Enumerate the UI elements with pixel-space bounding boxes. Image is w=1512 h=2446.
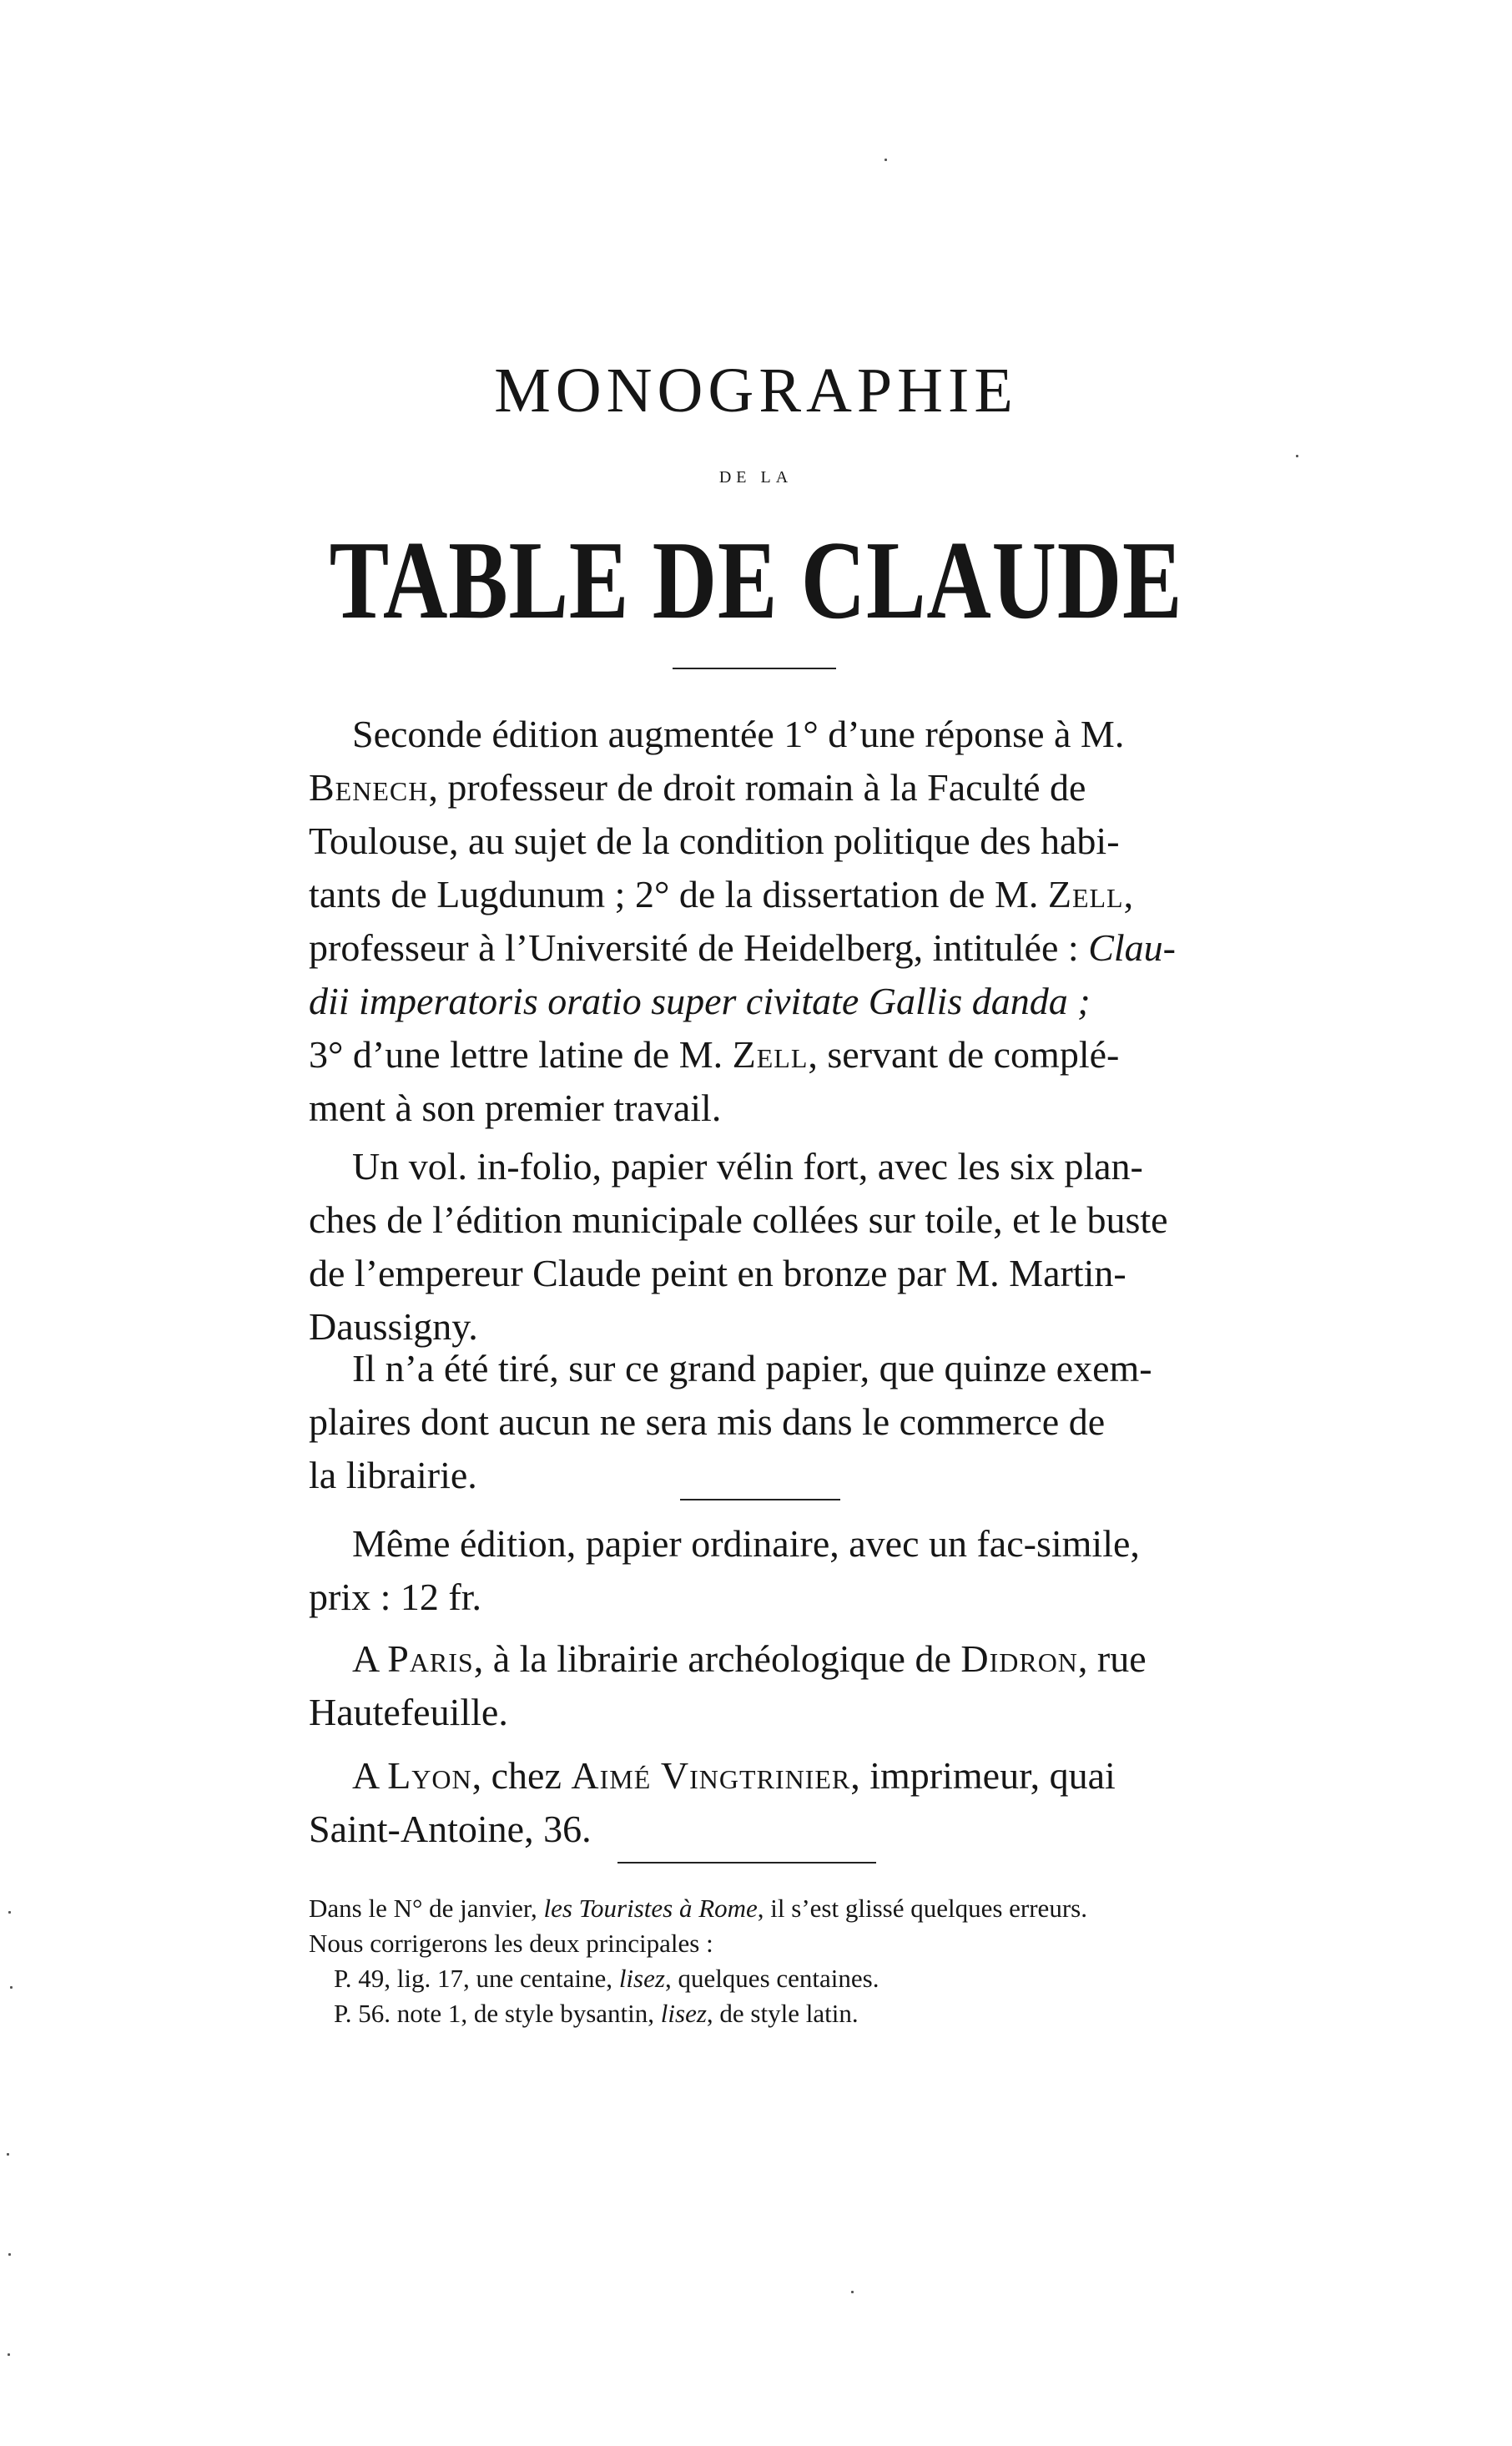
- speck: [851, 2291, 854, 2293]
- text-line: Même édition, papier ordinaire, avec un fac-simile,: [352, 1522, 1140, 1565]
- city-name: Paris: [387, 1637, 474, 1680]
- divider-rule: [617, 1862, 876, 1863]
- text-line: [309, 814, 1208, 868]
- text-segment: professeur à l’Université de Heidelberg, intitulée :: [309, 926, 1089, 969]
- text-segment: , servant de complé-: [808, 1033, 1120, 1076]
- title-monographie: MONOGRAPHIE: [494, 356, 1018, 426]
- text-segment: , professeur de droit romain à la Faculté de: [428, 766, 1086, 809]
- text-segment: , de style latin.: [706, 1999, 859, 2028]
- text-line: [309, 708, 1208, 761]
- text-line: [309, 1082, 1208, 1135]
- text-line: de l’empereur Claude peint en bronze par M. Martin-: [309, 1252, 1126, 1294]
- italic-word: lisez: [618, 1964, 665, 1993]
- text-line: Daussigny.: [309, 1305, 478, 1348]
- text-line: la librairie.: [309, 1454, 477, 1496]
- speck: [7, 2153, 9, 2156]
- publisher-name: Didron: [960, 1637, 1078, 1680]
- text-line: [309, 1891, 1208, 1926]
- meme-edition-paragraph: [309, 1517, 1208, 1624]
- text-line: [309, 1749, 1208, 1803]
- text-segment: P. 49, lig. 17, une centaine,: [334, 1964, 619, 1993]
- errata-footnote: [309, 1891, 1208, 2031]
- text-line: [309, 1028, 1208, 1082]
- text-line: Un vol. in-folio, papier vélin fort, avec les six plan-: [352, 1145, 1143, 1188]
- speck: [8, 1911, 11, 1914]
- author-name: Zell: [732, 1033, 809, 1076]
- text-line: Hautefeuille.: [309, 1691, 508, 1733]
- text-line: [309, 1961, 1208, 1996]
- text-line: Nous corrigerons les deux principales :: [309, 1929, 713, 1958]
- text-segment: P. 56. note 1, de style bysantin,: [334, 1999, 661, 2028]
- divider-rule: [680, 1499, 840, 1500]
- italic-title: les Touristes à Rome: [543, 1894, 758, 1923]
- volume-paragraph: [309, 1140, 1208, 1354]
- text-segment: 3° d’une lettre latine de M.: [309, 1033, 733, 1076]
- speck: [8, 2253, 11, 2256]
- text-segment: ,: [1123, 873, 1134, 915]
- city-name: Lyon: [387, 1754, 472, 1797]
- text-segment: Seconde édition augmentée 1° d’une réponse à M.: [352, 713, 1125, 755]
- printer-name: Aimé Vingtrinier: [571, 1754, 851, 1797]
- title-de-la: DE LA: [718, 468, 794, 487]
- speck: [1296, 455, 1298, 457]
- text-line: plaires dont aucun ne sera mis dans le commerce de: [309, 1400, 1106, 1443]
- text-segment: A: [352, 1754, 388, 1797]
- paris-address-paragraph: [309, 1632, 1208, 1739]
- italic-title: dii imperatoris oratio super civitate Gallis danda ;: [309, 980, 1091, 1022]
- text-segment: , à la librairie archéologique de: [473, 1637, 961, 1680]
- text-line: [309, 975, 1208, 1028]
- italic-word: lisez: [660, 1999, 707, 2028]
- divider-rule: [673, 668, 836, 669]
- text-segment: Toulouse, au sujet de la condition politique des habi-: [309, 820, 1120, 862]
- text-segment: , rue: [1077, 1637, 1147, 1680]
- author-name: Zell: [1047, 873, 1124, 915]
- text-line: [309, 868, 1208, 921]
- text-line: [309, 761, 1208, 814]
- title-table-de-claude: TABLE DE CLAUDE: [329, 518, 1183, 642]
- text-segment: , il s’est glissé quelques erreurs.: [757, 1894, 1087, 1923]
- text-segment: , imprimeur, quai: [850, 1754, 1116, 1797]
- text-segment: tants de Lugdunum ; 2° de la dissertation de M.: [309, 873, 1048, 915]
- edition-paragraph: [309, 708, 1208, 1135]
- lyon-address-paragraph: [309, 1749, 1208, 1856]
- speck: [8, 2353, 10, 2356]
- text-line: [309, 1996, 1208, 2031]
- text-line: prix : 12 fr.: [309, 1576, 481, 1618]
- text-line: Il n’a été tiré, sur ce grand papier, que quinze exem-: [352, 1347, 1152, 1389]
- text-segment: Dans le N° de janvier,: [309, 1894, 544, 1923]
- tirage-paragraph: [309, 1342, 1208, 1502]
- text-segment: , quelques centaines.: [664, 1964, 879, 1993]
- speck: [10, 1986, 13, 1989]
- text-segment: , chez: [471, 1754, 572, 1797]
- text-segment: ment à son premier travail.: [309, 1087, 722, 1129]
- text-line: Saint-Antoine, 36.: [309, 1808, 592, 1850]
- text-line: ches de l’édition municipale collées sur toile, et le buste: [309, 1198, 1168, 1241]
- text-line: [309, 1632, 1208, 1686]
- author-name: Benech: [309, 766, 429, 809]
- text-segment: A: [352, 1637, 388, 1680]
- speck: [885, 159, 887, 161]
- text-line: [309, 921, 1208, 975]
- italic-title: Clau-: [1088, 926, 1176, 969]
